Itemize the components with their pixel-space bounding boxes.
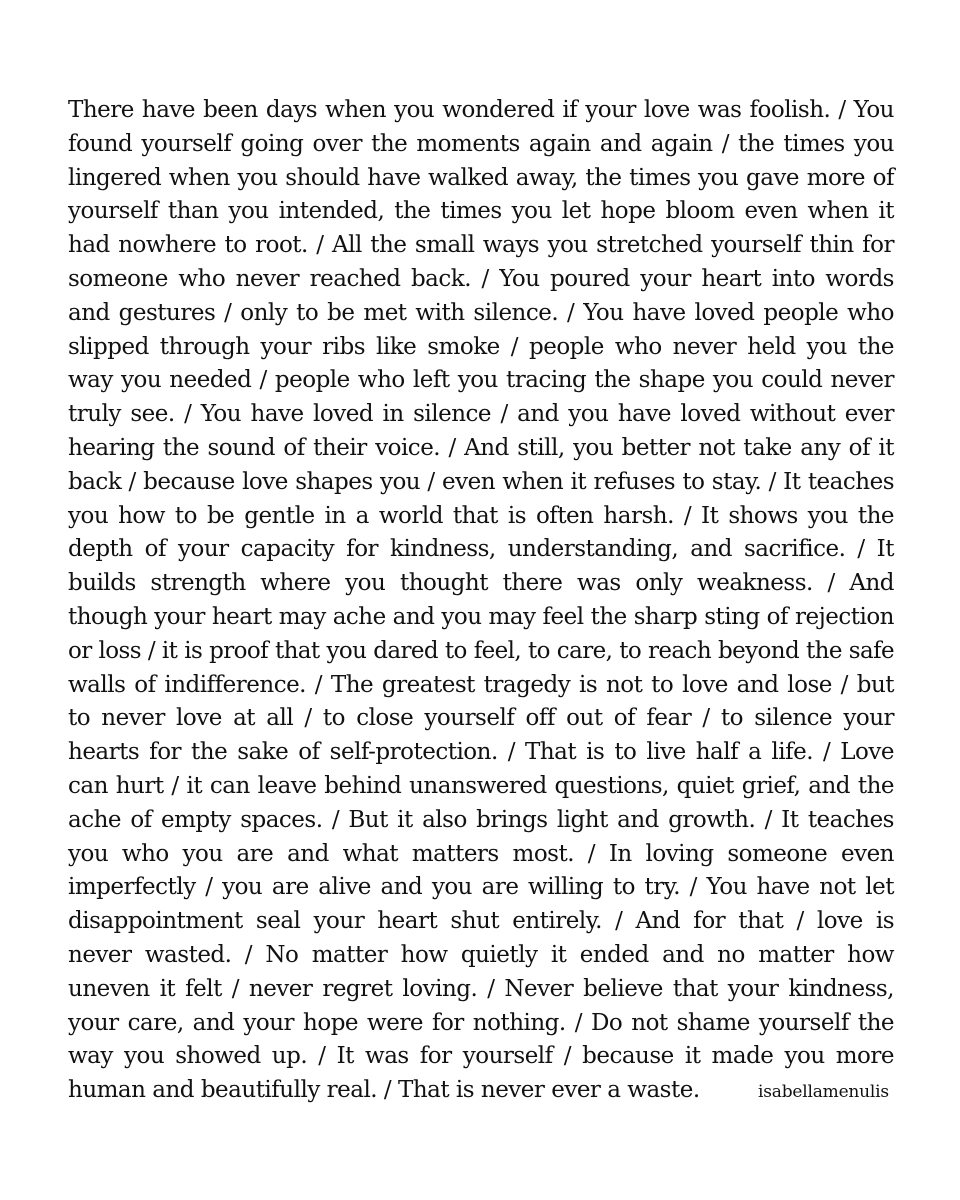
poem-line: you how to be gentle in a world that is often harsh. / It shows you the <box>68 502 894 529</box>
poem-line: uneven it felt / never regret loving. / Never believe that your kindness, <box>68 975 894 1002</box>
poem-line: back / because love shapes you / even when it refuses to stay. / It teaches <box>68 468 894 495</box>
poem-line: you who you are and what matters most. / In loving someone even <box>68 840 894 867</box>
poem-line: lingered when you should have walked away, the times you gave more of <box>68 164 894 191</box>
author-signature: isabellamenulis <box>758 1082 889 1102</box>
poem-line: walls of indifference. / The greatest tragedy is not to love and lose / but <box>68 671 894 698</box>
poem-line: hearts for the sake of self-protection. / That is to live half a life. / Love <box>68 739 894 766</box>
poem-line: or loss / it is proof that you dared to feel, to care, to reach beyond the safe <box>68 637 894 664</box>
poem-line: and gestures / only to be met with silence. / You have loved people who <box>68 299 894 326</box>
poem-line: truly see. / You have loved in silence / and you have loved without ever <box>68 401 894 428</box>
poem-line: There have been days when you wondered if your love was foolish. / You <box>68 97 894 123</box>
poem-line: slipped through your ribs like smoke / people who never held you the <box>68 333 894 360</box>
poem-line: can hurt / it can leave behind unanswered questions, quiet grief, and the <box>68 772 894 799</box>
poem-line: had nowhere to root. / All the small ways you stretched yourself thin for <box>68 232 894 259</box>
poem-line: ache of empty spaces. / But it also brings light and growth. / It teaches <box>68 806 894 833</box>
poem-line: hearing the sound of their voice. / And still, you better not take any of it <box>68 434 894 461</box>
poem-line: someone who never reached back. / You poured your heart into words <box>68 265 894 292</box>
poem-line: way you needed / people who left you tracing the shape you could never <box>68 367 894 394</box>
poem-line: depth of your capacity for kindness, understanding, and sacrifice. / It <box>68 536 894 563</box>
poem-line: yourself than you intended, the times you let hope bloom even when it <box>68 198 894 225</box>
poem-line: your care, and your hope were for nothing. / Do not shame yourself the <box>68 1009 894 1036</box>
poem-line: found yourself going over the moments again and again / the times you <box>68 130 894 157</box>
poem-line: disappointment seal your heart shut entirely. / And for that / love is <box>68 908 894 935</box>
poem-line: to never love at all / to close yourself off out of fear / to silence your <box>68 705 894 732</box>
poem-line: human and beautifully real. / That is never ever a waste. <box>68 1077 700 1104</box>
poem-line: builds strength where you thought there was only weakness. / And <box>68 570 894 597</box>
poem-line: never wasted. / No matter how quietly it ended and no matter how <box>68 941 894 968</box>
poem-line: way you showed up. / It was for yourself / because it made you more <box>68 1043 894 1070</box>
poem-line: though your heart may ache and you may feel the sharp sting of rejection <box>68 603 894 630</box>
poem-text <box>68 94 894 1108</box>
poem-line: imperfectly / you are alive and you are willing to try. / You have not let <box>68 874 894 901</box>
